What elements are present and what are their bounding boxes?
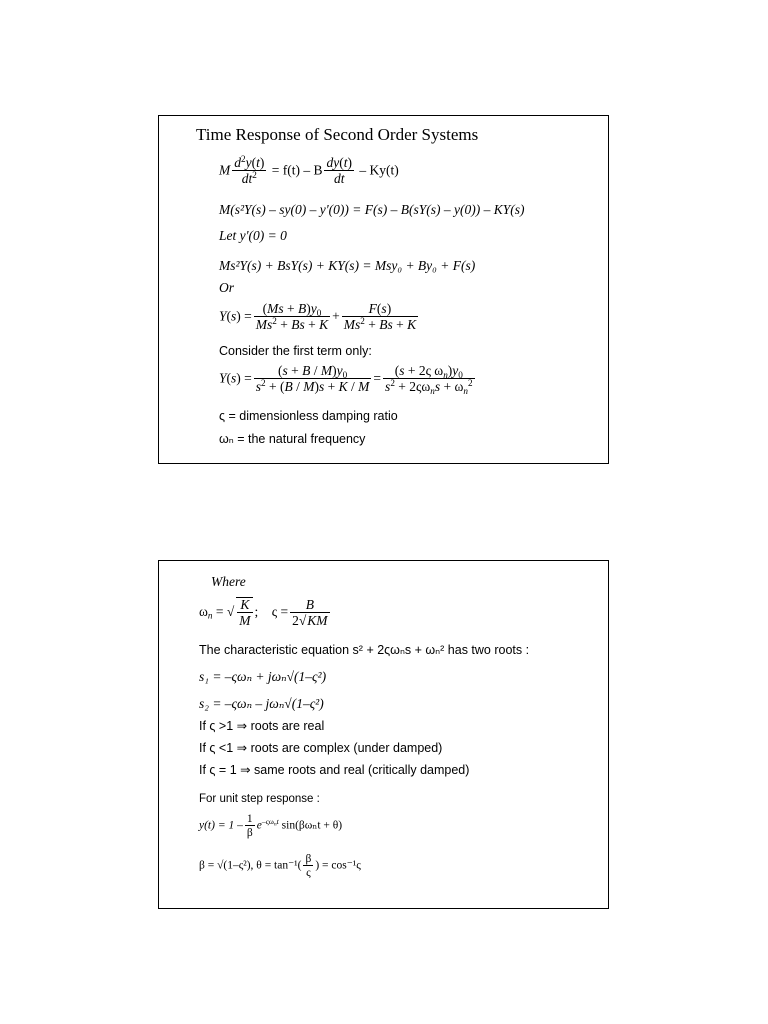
unit-step-label: For unit step response : xyxy=(199,793,320,805)
root-s2: s₂ = –ςωₙ – jωₙ√(1–ς²) xyxy=(199,696,324,711)
where-label: Where xyxy=(211,574,246,589)
condition-critically-damped: If ς = 1 ⇒ same roots and real (critically damped) xyxy=(199,763,470,777)
initial-condition: Let y'(0) = 0 xyxy=(219,228,287,243)
unit-step-response: y(t) = 1 – $\frac{1}{\beta}$ $e^{-\varsigma\omega_nt}$ sin(βωₙt + θ) xyxy=(199,813,343,840)
equation-middle-text: = f(t) – B xyxy=(268,162,323,178)
zeta-definition: ς = dimensionless damping ratio xyxy=(219,409,398,423)
characteristic-equation: The characteristic equation s² + 2ςωₙs + ωₙ² has two roots : xyxy=(199,643,530,657)
first-term-fraction: $\frac{(Ms + B)y_0}{Ms^2 + Bs + K}$ xyxy=(255,301,329,333)
omega-definition: ωₙ = the natural frequency xyxy=(219,432,366,446)
beta-theta-suffix: ) = cos⁻¹ς xyxy=(315,859,361,872)
root-s1: s₁ = –ςωₙ + jωₙ√(1–ς²) xyxy=(199,669,327,684)
normalized-fraction: $\frac{(s + B / M)y_0}{s^2 + (B / M)s + K / M}$ xyxy=(255,363,370,395)
second-term-fraction: $\frac{F(s)}{Ms^2 + Bs + K}$ xyxy=(343,301,417,333)
ys-equation-1: Y(s) = $\frac{(Ms + B)y_0}{Ms^2 + Bs + K}$ + $\frac{F(s)}{Ms^2 + Bs + K}$ xyxy=(219,301,417,333)
one-over-beta-fraction: $\frac{1}{\beta}$ xyxy=(246,813,253,840)
ys-equation-2: Y(s) = $\frac{(s + B / M)y_0}{s^2 + (B / M)s + K / M}$ = $\frac{(s + 2\varsigma \omega_n)y_0}{s^2 + 2\varsigma\omega_ns + \omega_n^2}$ xyxy=(219,363,473,396)
laplace-equation: M(s²Y(s) – sy(0) – y'(0)) = F(s) – B(sY(s) – y(0)) – KY(s) xyxy=(219,202,525,217)
zeta-fraction: $\frac{B}{2√KM}$ xyxy=(292,596,328,628)
d2y-dt2-fraction: $\frac{d^2y(t)}{dt^2}$ xyxy=(234,153,265,187)
k-over-m-fraction: $\frac{K}{M}$ xyxy=(236,597,252,628)
substituted-equation: Ms²Y(s) + BsY(s) + KY(s) = Msy₀ + By₀ + F(s) xyxy=(219,258,476,273)
wn-zeta-formulas: $\omega_n$ = √ $\frac{K}{M}$ ; ς = $\frac{B}{2√KM}$ xyxy=(199,596,328,629)
dy-dt-fraction: $\frac{dy(t)}{dt}$ xyxy=(326,155,352,187)
yt-suffix: sin(βωₙt + θ) xyxy=(281,819,343,832)
slide-1 xyxy=(158,115,609,464)
beta-theta-definitions xyxy=(199,853,361,879)
equation-end-text: – Ky(t) xyxy=(355,162,399,178)
consider-text: Consider the first term only: xyxy=(219,344,372,358)
slide-2 xyxy=(158,560,609,909)
yt-prefix: y(t) = 1 – xyxy=(199,819,243,832)
beta-over-zeta-fraction: $\frac{\beta}{\varsigma}$ xyxy=(305,853,312,880)
slide-title: Time Response of Second Order Systems xyxy=(196,125,479,144)
or-label: Or xyxy=(219,280,235,295)
condition-underdamped: If ς <1 ⇒ roots are complex (under damped) xyxy=(199,741,443,755)
beta-theta-prefix: β = √(1–ς²), θ = tan⁻¹( xyxy=(199,859,302,872)
standard-form-fraction: $\frac{(s + 2\varsigma \omega_n)y_0}{s^2 + 2\varsigma\omega_ns + \omega_n^2}$ xyxy=(385,363,473,396)
condition-overdamped: If ς >1 ⇒ roots are real xyxy=(199,719,325,733)
differential-equation: M $\frac{d^2y(t)}{dt^2}$ = f(t) – B $\frac{dy(t)}{dt}$ – Ky(t) xyxy=(219,153,399,187)
